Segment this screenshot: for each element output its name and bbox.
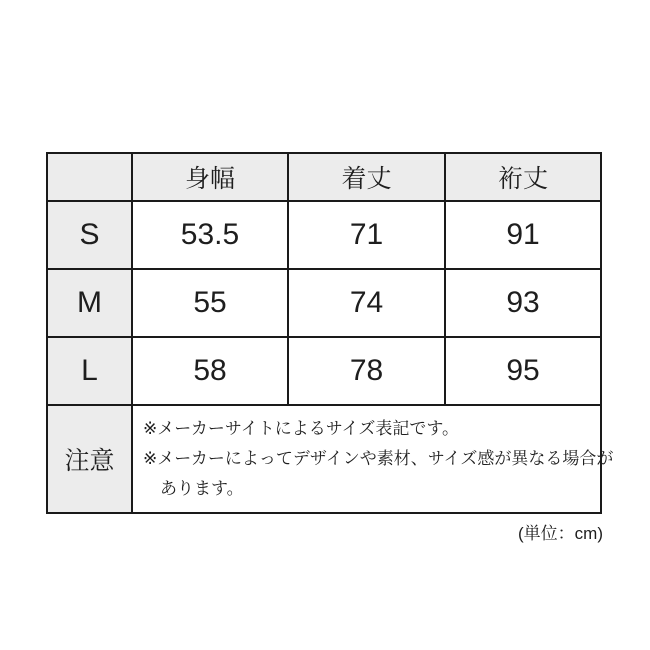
notice-cell bbox=[132, 405, 614, 513]
row-label-s: S bbox=[47, 201, 132, 269]
col-header-body-width: 身幅 bbox=[132, 153, 288, 201]
col-header-garment-length: 着丈 bbox=[288, 153, 445, 201]
cell-s-sleeve-length: 91 bbox=[445, 201, 601, 269]
notice-label: 注意 bbox=[47, 405, 132, 513]
unit-note: (単位：cm) bbox=[518, 524, 603, 543]
cell-l-body-width: 58 bbox=[132, 337, 288, 405]
notice-line: ※メーカーによってデザインや素材、サイズ感が異なる場合が bbox=[143, 449, 614, 468]
col-header-sleeve-length: 裄丈 bbox=[445, 153, 601, 201]
table-row-s bbox=[47, 201, 601, 269]
notice-line: あります。 bbox=[160, 479, 244, 498]
cell-l-sleeve-length: 95 bbox=[445, 337, 601, 405]
notice-line: ※メーカーサイトによるサイズ表記です。 bbox=[143, 419, 459, 438]
cell-m-garment-length: 74 bbox=[288, 269, 445, 337]
table-row-m bbox=[47, 269, 601, 337]
cell-s-body-width: 53.5 bbox=[132, 201, 288, 269]
table-row-l bbox=[47, 337, 601, 405]
row-label-l: L bbox=[47, 337, 132, 405]
corner-cell bbox=[47, 153, 132, 201]
cell-m-body-width: 55 bbox=[132, 269, 288, 337]
cell-m-sleeve-length: 93 bbox=[445, 269, 601, 337]
notice-row bbox=[47, 405, 601, 513]
cell-l-garment-length: 78 bbox=[288, 337, 445, 405]
header-row bbox=[47, 153, 601, 201]
cell-s-garment-length: 71 bbox=[288, 201, 445, 269]
row-label-m: M bbox=[47, 269, 132, 337]
size-table bbox=[46, 152, 614, 514]
